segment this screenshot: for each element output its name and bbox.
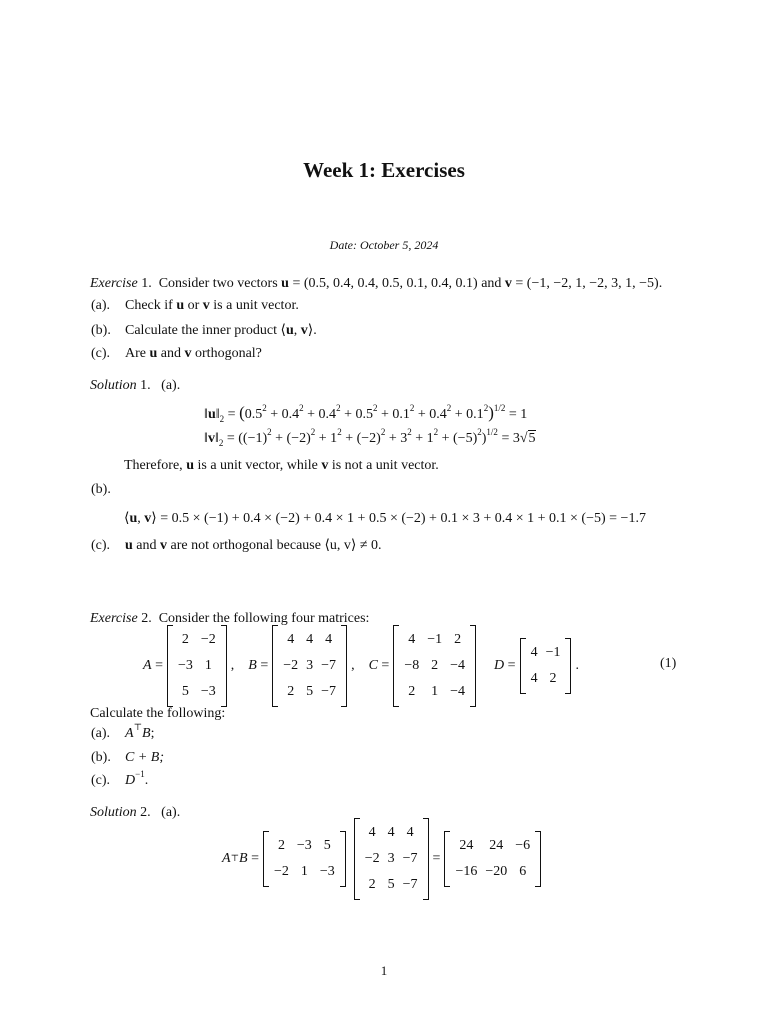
exercise-2-item-c: (c). $D^{-1}$. bbox=[91, 769, 149, 788]
v-norm-equation: $‖v‖_2 = ((-1)^2 + (-2)^2 + 1^2 + (-2)^2 + 3^2 + 1^2 + (-5)^2)^{1/2} = 3√5$ bbox=[204, 427, 536, 448]
solution-1-item-c: (c). u and v are not orthogonal because ⟨u, v⟩ ≠ 0. bbox=[91, 538, 382, 553]
calculate-line: Calculate the following: bbox=[90, 706, 226, 721]
exercise-1-item-c: (c). Are u and v orthogonal? bbox=[91, 346, 262, 361]
exercise-1-statement: Exercise 1. Consider two vectors u = (0.5, 0.4, 0.4, 0.5, 0.1, 0.4, 0.1) and v = (−1, −2, 1, −2, 3, 1, −5). bbox=[90, 276, 663, 291]
page-title: Week 1: Exercises bbox=[303, 158, 465, 182]
exercise-1-item-a: (a). Check if u or v is a unit vector. bbox=[91, 298, 299, 313]
solution-1-heading: Solution 1. (a). bbox=[90, 378, 181, 393]
exercise-2-statement: Exercise 2. Consider the following four matrices: bbox=[90, 611, 370, 626]
solution-1-conclusion-a: Therefore, u is a unit vector, while v is not a unit vector. bbox=[124, 458, 439, 473]
solution-2-heading: Solution 2. (a). bbox=[90, 805, 181, 820]
matrix-result: 24 24 −6 −16 −20 6 bbox=[444, 831, 541, 887]
exercise-1-item-b: (b). Calculate the inner product ⟨u, v⟩. bbox=[91, 323, 317, 338]
matrix-c: 4 −1 2 −8 2 −4 2 1 −4 bbox=[393, 625, 476, 707]
matrix-d: 4 −1 4 2 bbox=[520, 638, 572, 694]
date-line: Date: October 5, 2024 bbox=[329, 238, 439, 252]
matrix-b: 4 4 4 −2 3 −7 2 5 −7 bbox=[272, 625, 347, 707]
inner-product-equation: ⟨u, v⟩ = 0.5 × (−1) + 0.4 × (−2) + 0.4 × 1 + 0.5 × (−2) + 0.1 × 3 + 0.4 × 1 + 0.1 × (−5) = −1.7 bbox=[124, 511, 646, 526]
matrix-a-transpose: 2 −3 5 −2 1 −3 bbox=[263, 831, 346, 887]
u-norm-equation: $‖u‖_2 = (0.5^2 + 0.4^2 + 0.4^2 + 0.5^2 + 0.1^2 + 0.4^2 + 0.1^2)^{1/2} = 1$ bbox=[204, 403, 528, 424]
page-number: 1 bbox=[380, 963, 388, 978]
matrix-b-factor: 4 4 4 −2 3 −7 2 5 −7 bbox=[354, 818, 429, 900]
equation-number: (1) bbox=[660, 656, 677, 671]
matrix-a: 2 −2 −3 1 5 −3 bbox=[167, 625, 227, 707]
exercise-2-item-a: (a). A⊤B; bbox=[91, 722, 155, 741]
solution-1-item-b: (b). bbox=[91, 482, 111, 497]
exercise-2-item-b: (b). C + B; bbox=[91, 750, 164, 765]
solution-2-equation: A ⊤ B = 2 −3 5 −2 1 −3 4 4 4 −2 3 −7 2 5 −7 = 24 24 −6 −16 −20 6 bbox=[222, 823, 545, 895]
matrices-row: A = 2 −2 −3 1 5 −3 , B = 4 4 4 −2 3 −7 2 5 −7 , C = 4 −1 2 −8 2 −4 2 1 −4 D = 4 −1 4 2 . bbox=[143, 630, 579, 702]
